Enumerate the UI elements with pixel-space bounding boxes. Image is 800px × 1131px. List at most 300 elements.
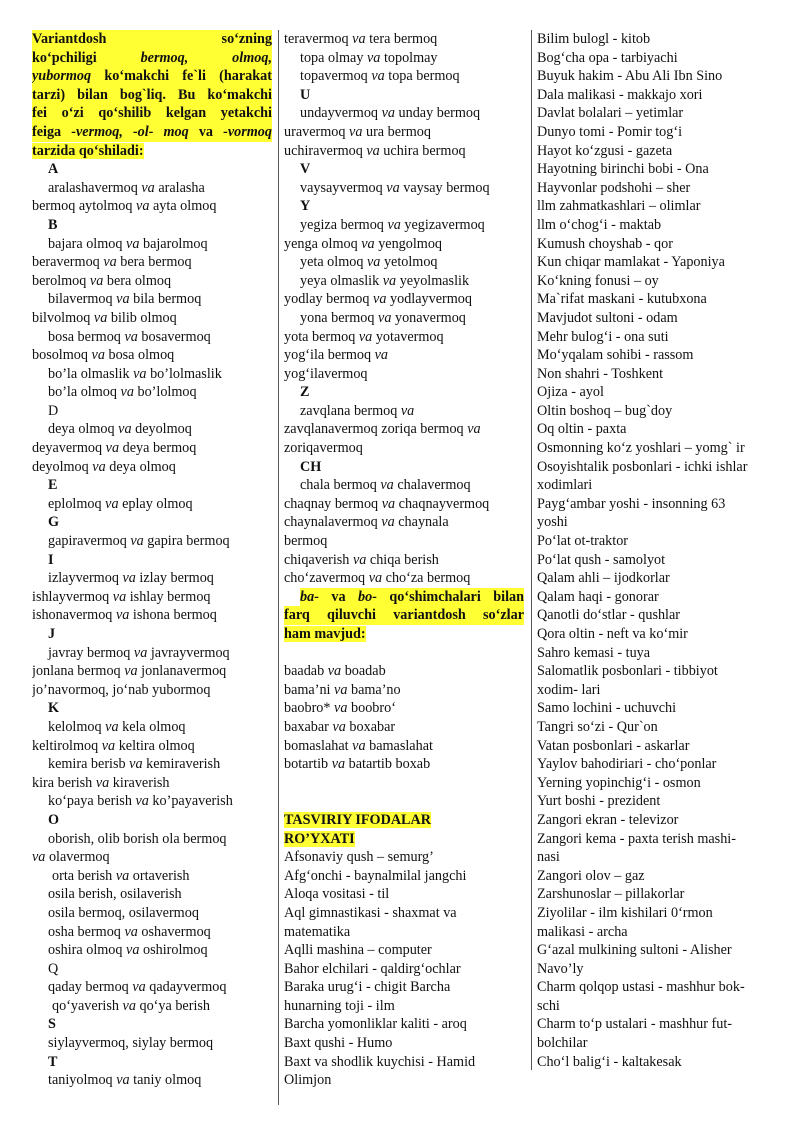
alphabet-heading [284, 86, 524, 105]
text-fragment: Variantdosh [32, 31, 107, 47]
connector-va: va [400, 402, 415, 419]
connector-va: va [105, 495, 119, 512]
expression-line: Samo lochini - uchuvchi [537, 700, 677, 717]
connector-va: va [352, 31, 366, 47]
text-fragment: ishlay bermoq [129, 588, 211, 605]
text-fragment: deyolmoq [32, 458, 89, 475]
text-fragment: uchiravermoq [284, 142, 363, 159]
connector-va: va [122, 997, 136, 1014]
text-fragment: va [318, 588, 358, 605]
text-fragment: V [300, 161, 311, 178]
connector-va: va [382, 272, 397, 289]
text-fragment: hunarning toji - ilm [284, 997, 395, 1014]
connector-va: va [368, 570, 383, 587]
blank-line [284, 774, 524, 793]
highlighted-note [32, 49, 272, 68]
text-fragment: bermoq [284, 533, 328, 550]
text-fragment: CH [300, 458, 322, 475]
text-line [284, 960, 524, 979]
variant-pair [284, 495, 524, 514]
text-fragment: yegiza bermoq [300, 216, 388, 233]
variant-pair [32, 1071, 272, 1090]
text-fragment: S [48, 1016, 56, 1033]
variant-pair [284, 253, 524, 272]
text-fragment: bermoq, olmoq, [140, 49, 272, 66]
text-fragment: ishlayvermoq [32, 588, 110, 605]
text-fragment: kelolmoq [48, 718, 106, 735]
text-line [32, 681, 272, 700]
connector-va: va [124, 923, 138, 940]
text-fragment: ko‘pchiligi [32, 49, 141, 66]
highlight-mark [284, 626, 366, 642]
text-fragment: Afg‘onchi - baynalmilal jangchi [284, 867, 467, 884]
connector-va: va [126, 942, 140, 959]
variant-pair [284, 30, 524, 49]
text-fragment: feiga [32, 123, 72, 140]
highlight-mark [32, 86, 272, 105]
expression-line: Hayot ko‘zgusi - gazeta [537, 142, 673, 159]
text-fragment: deya bermoq [122, 440, 197, 457]
expression-line: nasi [537, 849, 560, 866]
variant-pair [32, 365, 272, 384]
text-fragment: bilib olmoq [110, 309, 177, 326]
text-fragment: topa olmay [300, 49, 367, 66]
alphabet-heading [32, 160, 272, 179]
text-fragment: Aloqa vositasi - til [284, 886, 390, 903]
text-fragment: orta berish [52, 867, 116, 884]
text-line [284, 1071, 524, 1090]
text-fragment: Baxt qushi - Humo [284, 1035, 393, 1052]
expression-line: xodim- lari [537, 681, 601, 698]
text-fragment: bila bermoq [133, 291, 202, 308]
variant-pair [32, 235, 272, 254]
connector-va: va [332, 718, 346, 735]
text-fragment: tarzida qo‘shiladi: [32, 142, 144, 159]
text-fragment: deya olmoq [109, 458, 176, 475]
text-fragment: topa bermoq [388, 68, 460, 85]
highlight-mark [32, 67, 272, 86]
text-fragment: Y [300, 198, 311, 215]
variant-pair [32, 644, 272, 663]
text-fragment: zoriqavermoq [284, 440, 363, 457]
expression-line: llm o‘chog‘i - maktab [537, 216, 662, 233]
text-fragment: tarzi) bilan bog`liq. Bu ko‘makchi [32, 86, 272, 103]
text-fragment: baobro* [284, 700, 331, 717]
connector-va: va [334, 700, 348, 717]
connector-va: va [105, 440, 120, 457]
text-line [284, 532, 524, 551]
text-fragment: I [48, 551, 54, 568]
text-fragment: A [48, 161, 59, 178]
text-fragment: bermoq aytolmoq [32, 198, 133, 215]
text-fragment: ko‘makchi fe`li (harakat [91, 68, 272, 85]
variant-pair [284, 551, 524, 570]
variant-pair [32, 848, 272, 867]
connector-va: va [331, 756, 346, 773]
expression-line: Hayvonlar podshohi – sher [537, 179, 691, 196]
expression-line: Davlat bolalari – yetimlar [537, 105, 684, 122]
text-fragment: Baxt va shodlik kuychisi - Hamid [284, 1053, 476, 1070]
connector-va: va [358, 328, 373, 345]
highlighted-note [284, 830, 524, 849]
text-fragment: osila bermoq, osilavermoq [48, 904, 199, 921]
expression-line: Zangori olov – gaz [537, 867, 645, 884]
text-fragment: yonavermoq [394, 309, 466, 326]
text-fragment: bo’lolmoq [137, 384, 197, 401]
variant-pair [284, 718, 524, 737]
variant-pair [284, 49, 524, 68]
variant-line [32, 904, 272, 923]
expression-line: Charm qolqop ustasi - mashhur bok- [537, 979, 745, 996]
alphabet-heading [32, 513, 272, 532]
text-fragment: bo’lolmaslik [150, 365, 222, 382]
text-fragment: chiqaverish [284, 551, 350, 568]
text-fragment: baadab [284, 663, 325, 680]
variant-pair [32, 792, 272, 811]
text-fragment: ham mavjud [284, 626, 361, 642]
expression-line: Vatan posbonlari - askarlar [537, 737, 690, 754]
expression-line: llm zahmatkashlari – olimlar [537, 198, 701, 215]
column-variant-words-1 [32, 30, 272, 1090]
expression-line: Po‘lat qush - samolyot [537, 551, 666, 568]
variant-pair [284, 737, 524, 756]
text-fragment: yeta olmoq [300, 254, 367, 271]
connector-va: va [103, 254, 117, 271]
alphabet-heading [284, 383, 524, 402]
column-variant-words-2 [284, 30, 524, 1090]
text-fragment: gapira bermoq [147, 533, 230, 550]
alphabet-heading [32, 551, 272, 570]
alphabet-heading [32, 960, 272, 979]
text-fragment: Afsonaviy qush – semurg’ [284, 849, 434, 866]
variant-pair [32, 309, 272, 328]
text-fragment: so‘zning [106, 31, 272, 47]
variant-pair [32, 662, 272, 681]
expression-line: malikasi - archa [537, 923, 628, 940]
text-line [284, 848, 524, 867]
text-fragment: bo’la olmaslik [48, 365, 134, 382]
highlight-mark [32, 30, 272, 49]
text-fragment: Aqlli mashina – computer [284, 942, 432, 959]
document-page [32, 30, 777, 1105]
expression-line: Hayotning birinchi bobi - Ona [537, 161, 709, 178]
text-fragment: yengolmoq [378, 235, 443, 252]
alphabet-heading [284, 160, 524, 179]
text-fragment: bilvolmoq [32, 309, 91, 326]
text-fragment: qo‘ya berish [139, 997, 211, 1014]
text-fragment: oshavermoq [141, 923, 211, 940]
connector-va: va [91, 347, 105, 364]
text-fragment: deya olmoq [48, 421, 119, 438]
expression-line: Buyuk hakim - Abu Ali Ibn Sino [537, 68, 723, 85]
expression-line: Bilim bulogl - kitob [537, 31, 651, 47]
text-fragment: chaynalavermoq [284, 514, 378, 531]
variant-pair [284, 681, 524, 700]
text-fragment: keltira olmoq [118, 737, 195, 754]
expression-line: Cho‘l balig‘i - kaltakesak [537, 1053, 682, 1070]
highlighted-note [284, 588, 524, 607]
variant-pair [32, 383, 272, 402]
expression-line: Charm to‘p ustalari - mashhur fut- [537, 1016, 733, 1033]
variant-pair [284, 142, 524, 161]
blank-line [284, 792, 524, 811]
variant-pair [32, 346, 272, 365]
text-fragment: unday bermoq [398, 105, 481, 122]
highlighted-note [284, 606, 524, 625]
variant-pair [32, 867, 272, 886]
expression-line: Yerning yopinchig‘i - osmon [537, 774, 701, 791]
variant-line [32, 830, 272, 849]
connector-va: va [327, 663, 342, 680]
variant-pair [32, 328, 272, 347]
text-fragment: yeyolmaslik [399, 272, 470, 289]
text-fragment: oshira olmoq [48, 942, 127, 959]
text-fragment: zavqlana bermoq [300, 402, 401, 419]
text-fragment: batartib boxab [348, 756, 431, 773]
alphabet-heading [32, 1015, 272, 1034]
connector-va: va [95, 774, 110, 791]
highlighted-note [284, 811, 524, 830]
text-fragment: Bahor elchilari - qaldirg‘ochlar [284, 960, 461, 977]
text-fragment: ko‘paya berish [48, 793, 136, 810]
text-fragment: osha bermoq [48, 923, 125, 940]
expression-line: Salomatlik posbonlari - tibbiyot [537, 663, 718, 680]
expression-line: Ko‘kning fonusi – oy [537, 272, 659, 289]
connector-va: va [133, 644, 148, 661]
text-fragment: ayta olmoq [152, 198, 217, 215]
text-fragment: izlay bermoq [139, 570, 214, 587]
text-fragment: berolmoq [32, 272, 87, 289]
text-fragment: bosa bermoq [48, 328, 125, 345]
text-fragment: Barcha yomonliklar kaliti - aroq [284, 1016, 467, 1033]
text-fragment: izlayvermoq [48, 570, 123, 587]
text-fragment: chiqa berish [369, 551, 439, 568]
text-fragment: ura bermoq [365, 123, 431, 140]
connector-va: va [129, 756, 143, 773]
variant-pair [284, 235, 524, 254]
text-fragment: bosa olmoq [108, 347, 175, 364]
variant-pair [32, 179, 272, 198]
text-fragment: yenga olmoq [284, 235, 358, 252]
text-fragment: bajarolmoq [142, 235, 208, 252]
text-fragment: eplolmoq [48, 495, 106, 512]
text-line [284, 1053, 524, 1072]
text-fragment: baxabar [284, 718, 329, 735]
text-fragment: yeya olmaslik [300, 272, 383, 289]
text-line [284, 978, 524, 997]
variant-pair [32, 941, 272, 960]
text-fragment: qo‘yaverish [52, 997, 123, 1014]
expression-line: Kun chiqar mamlakat - Yaponiya [537, 254, 725, 271]
text-fragment: bera bermoq [120, 254, 192, 271]
connector-va: va [132, 979, 146, 996]
text-fragment: Olimjon [284, 1072, 332, 1089]
text-fragment: yetolmoq [383, 254, 438, 271]
text-fragment: yotavermoq [375, 328, 444, 345]
alphabet-heading [284, 458, 524, 477]
expression-line: Oq oltin - paxta [537, 421, 627, 438]
text-fragment: vaysay bermoq [403, 179, 490, 196]
variant-pair [32, 420, 272, 439]
expression-line: Payg‘ambar yoshi - insonning 63 [537, 495, 726, 512]
text-fragment: bajara olmoq [48, 235, 127, 252]
connector-va: va [133, 365, 147, 382]
text-fragment: uchira bermoq [383, 142, 466, 159]
variant-pair [32, 495, 272, 514]
highlighted-note [32, 86, 272, 105]
expression-line: yoshi [537, 514, 568, 531]
text-fragment: fei o‘zi qo‘shilib kelgan yetakchi [32, 105, 272, 122]
connector-va: va [105, 718, 119, 735]
text-line [284, 923, 524, 942]
expression-line: Dunyo tomi - Pomir tog‘i [537, 123, 683, 140]
text-fragment: Baraka urug‘i - chigit Barcha [284, 979, 451, 996]
alphabet-heading [32, 216, 272, 235]
highlighted-note [32, 30, 272, 49]
text-fragment: va [467, 421, 481, 438]
text-fragment: deyavermoq [32, 440, 103, 457]
connector-va: va [112, 588, 127, 605]
expression-line: Qora oltin - neft va ko‘mir [537, 626, 688, 642]
variant-pair [284, 216, 524, 235]
text-fragment: Aql gimnastikasi - shaxmat va [284, 904, 457, 921]
text-fragment: siylayvermoq, siylay bermoq [48, 1035, 214, 1052]
text-fragment: ishona bermoq [132, 607, 217, 624]
connector-va: va [93, 309, 108, 326]
variant-pair [32, 978, 272, 997]
variant-pair [32, 606, 272, 625]
text-fragment: osila berish, osilaverish [48, 886, 182, 903]
variant-pair [32, 923, 272, 942]
text-fragment: topavermoq [300, 68, 372, 85]
expression-line: Ziyolilar - ilm kishilari 0‘rmon [537, 904, 713, 921]
connector-va: va [124, 663, 138, 680]
text-fragment: teravermoq [284, 31, 349, 47]
text-fragment: O [48, 811, 60, 828]
connector-va: va [386, 179, 400, 196]
connector-va: va [366, 142, 380, 159]
expression-line: schi [537, 997, 560, 1014]
expression-line: Zarshunoslar – pillakorlar [537, 886, 685, 903]
text-fragment: vaysayvermoq [300, 179, 387, 196]
text-fragment: oborish, olib borish ola bermoq [48, 830, 227, 847]
text-fragment: qo‘shimchalari bilan [376, 588, 524, 605]
text-fragment: G [48, 514, 60, 531]
connector-va: va [124, 328, 138, 345]
expression-line: Kumush choyshab - qor [537, 235, 673, 252]
column-divider-2 [531, 30, 532, 1070]
highlighted-note [32, 104, 272, 123]
expression-line: Qalam ahli – ijodkorlar [537, 570, 670, 587]
text-fragment: gapiravermoq [48, 533, 131, 550]
text-fragment: aralasha [158, 179, 205, 196]
highlight-mark [32, 104, 272, 123]
highlighted-note [32, 123, 272, 142]
text-fragment: J [48, 626, 56, 642]
connector-va: va [352, 737, 366, 754]
text-fragment: chaynala [398, 514, 449, 531]
alphabet-heading [32, 1053, 272, 1072]
text-line [284, 439, 524, 458]
connector-va: va [378, 309, 392, 326]
text-fragment: jonlanavermoq [141, 663, 227, 680]
connector-va: va [130, 533, 144, 550]
text-fragment: E [48, 477, 58, 494]
variant-line [32, 1034, 272, 1053]
variant-pair [284, 420, 524, 439]
text-fragment: yota bermoq [284, 328, 356, 345]
text-fragment: olavermoq [48, 849, 110, 866]
expression-line: Ojiza - ayol [537, 384, 604, 401]
expression-line: Qanotli do‘stlar - qushlar [537, 607, 681, 624]
text-fragment: farq qiluvchi variantdosh so‘zlar [284, 607, 524, 624]
variant-pair [32, 290, 272, 309]
text-fragment: bera olmoq [106, 272, 172, 289]
text-fragment: keltirolmoq [32, 737, 99, 754]
text-line [284, 867, 524, 886]
variant-pair [284, 179, 524, 198]
connector-va: va [381, 514, 395, 531]
expression-line: Qalam haqi - gonorar [537, 588, 659, 605]
connector-va: va [381, 105, 395, 122]
text-line [284, 941, 524, 960]
variant-line [32, 885, 272, 904]
text-fragment: chaqnay bermoq [284, 495, 379, 512]
variant-pair [284, 346, 524, 365]
text-fragment: boxabar [349, 718, 396, 735]
highlight-mark [32, 49, 272, 68]
text-fragment: boadab [344, 663, 386, 680]
variant-pair [32, 774, 272, 793]
expression-line: Dala malikasi - makkajo xori [537, 86, 703, 103]
connector-va: va [92, 458, 106, 475]
alphabet-heading [32, 811, 272, 830]
expression-line: Zangori ekran - televizor [537, 811, 679, 828]
variant-pair [32, 272, 272, 291]
connector-va: va [126, 235, 140, 252]
connector-va: va [361, 235, 375, 252]
text-fragment: beravermoq [32, 254, 100, 271]
connector-va: va [116, 291, 130, 308]
text-fragment: ishonavermoq [32, 607, 113, 624]
connector-va: va [135, 793, 149, 810]
variant-pair [284, 569, 524, 588]
expression-line: Mehr bulog‘i - ona suti [537, 328, 669, 345]
text-fragment: undayvermoq [300, 105, 382, 122]
text-fragment: deyolmoq [135, 421, 192, 438]
text-fragment: Z [300, 384, 310, 401]
text-fragment: bosolmoq [32, 347, 88, 364]
variant-pair [284, 513, 524, 532]
alphabet-heading [32, 402, 272, 421]
text-fragment: kemira berisb [48, 756, 130, 773]
connector-va: va [89, 272, 104, 289]
text-fragment: kemiraverish [146, 756, 221, 773]
text-fragment: T [48, 1053, 58, 1070]
text-line [284, 885, 524, 904]
highlight-mark [284, 812, 431, 828]
text-fragment: aralashavermoq [48, 179, 142, 196]
connector-va: va [115, 867, 130, 884]
column-descriptive-expressions [537, 30, 782, 1071]
highlight-mark [284, 606, 524, 625]
variant-pair [32, 532, 272, 551]
variant-pair [284, 272, 524, 291]
text-fragment: kela olmoq [122, 718, 186, 735]
alphabet-heading [32, 476, 272, 495]
text-fragment: kira berish [32, 774, 93, 791]
text-fragment: ko’payaverish [152, 793, 233, 810]
